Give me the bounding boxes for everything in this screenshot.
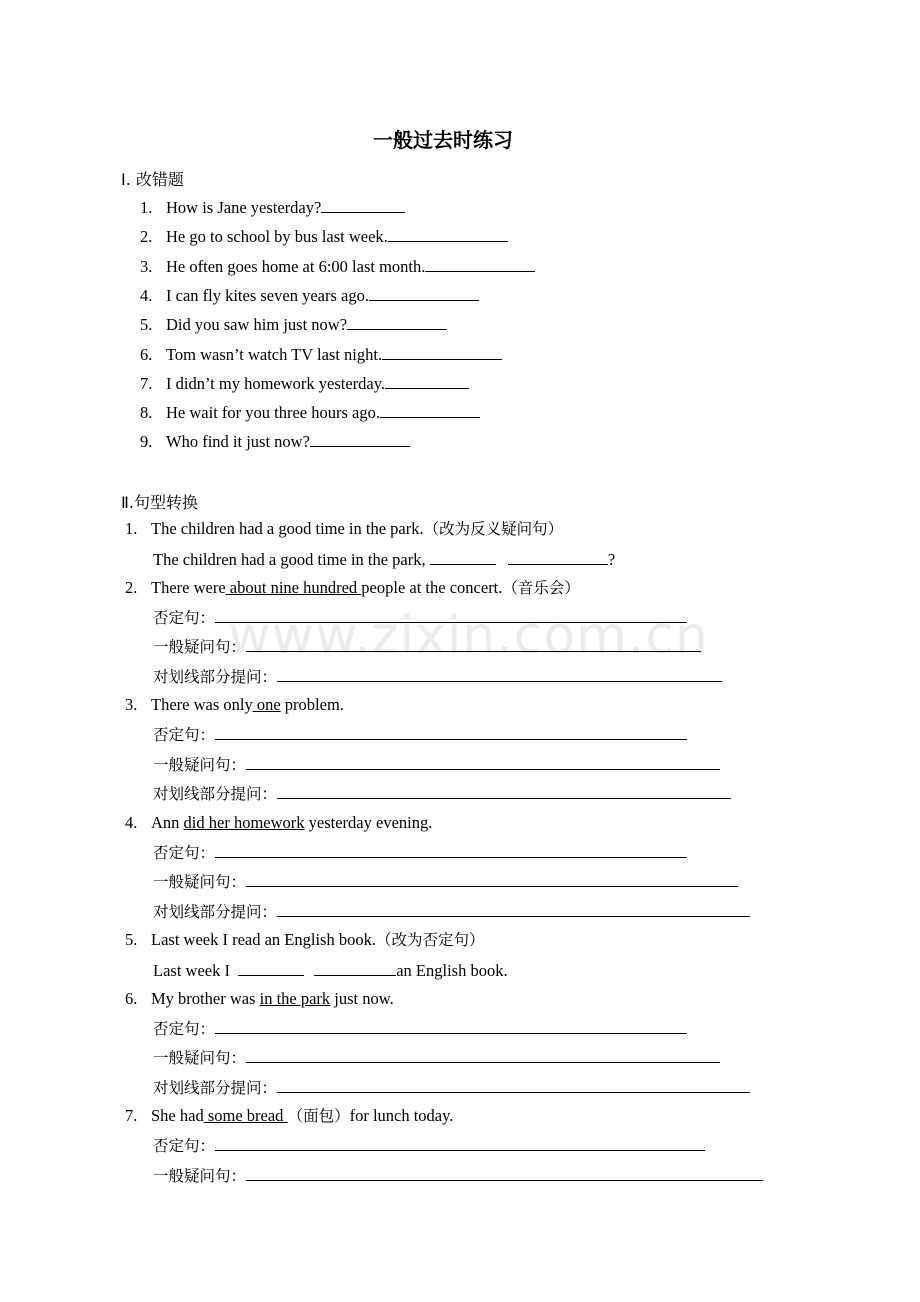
q4-line: 4. Ann did her homework yesterday evening. — [125, 813, 433, 832]
q1-answer-line: The children had a good time in the park, ? — [153, 550, 616, 569]
answer-blank[interactable] — [380, 402, 480, 418]
section1-item: 7. I didn’t my homework yesterday. — [140, 373, 469, 394]
underlined-phrase: in the park — [259, 989, 331, 1008]
q6-line: 6. My brother was in the park just now. — [125, 989, 394, 1008]
answer-blank[interactable] — [430, 549, 496, 565]
watermark: www.zixin.com.cn — [228, 606, 709, 666]
q2-line: 2. There were about nine hundred people at the concert.（音乐会） — [125, 578, 580, 597]
q4-ask: 对划线部分提问： — [153, 901, 750, 922]
q6-negative: 否定句： — [153, 1018, 687, 1039]
answer-blank[interactable] — [215, 1018, 687, 1034]
answer-blank[interactable] — [238, 960, 304, 976]
q2-ask: 对划线部分提问： — [153, 666, 722, 687]
section1-item: 3. He often goes home at 6:00 last month. — [140, 256, 535, 277]
answer-blank[interactable] — [369, 285, 479, 301]
answer-blank[interactable] — [277, 901, 750, 917]
underlined-phrase: about nine hundred — [225, 578, 362, 597]
answer-blank[interactable] — [388, 226, 508, 242]
answer-blank[interactable] — [321, 197, 405, 213]
section2-heading: Ⅱ.句型转换 — [121, 493, 198, 512]
answer-blank[interactable] — [385, 373, 469, 389]
answer-blank[interactable] — [246, 1047, 720, 1063]
q3-negative: 否定句： — [153, 724, 687, 745]
q7-line: 7. She had some bread （面包）for lunch today. — [125, 1106, 454, 1125]
answer-blank[interactable] — [215, 724, 687, 740]
q3-question: 一般疑问句： — [153, 754, 720, 775]
answer-blank[interactable] — [277, 783, 731, 799]
answer-blank[interactable] — [347, 314, 447, 330]
q2-negative: 否定句： — [153, 607, 687, 628]
underlined-phrase: did her homework — [183, 813, 305, 832]
q3-ask: 对划线部分提问： — [153, 783, 731, 804]
section1-item: 1. How is Jane yesterday? — [140, 197, 405, 218]
q1-line: 1. The children had a good time in the park.（改为反义疑问句） — [125, 519, 564, 538]
q6-ask: 对划线部分提问： — [153, 1077, 750, 1098]
q4-question: 一般疑问句： — [153, 871, 738, 892]
q7-question: 一般疑问句： — [153, 1165, 763, 1186]
q3-line: 3. There was only one problem. — [125, 695, 344, 714]
page-title: 一般过去时练习 — [373, 128, 513, 152]
section1-heading: Ⅰ. 改错题 — [121, 170, 184, 189]
answer-blank[interactable] — [277, 1077, 750, 1093]
section1-item: 4. I can fly kites seven years ago. — [140, 285, 479, 306]
underlined-phrase: some bread — [203, 1106, 288, 1125]
answer-blank[interactable] — [508, 549, 608, 565]
section1-item: 8. He wait for you three hours ago. — [140, 402, 480, 423]
q5-line: 5. Last week I read an English book.（改为否定句） — [125, 930, 485, 949]
answer-blank[interactable] — [314, 960, 396, 976]
answer-blank[interactable] — [310, 431, 410, 447]
answer-blank[interactable] — [382, 344, 502, 360]
section1-item: 2. He go to school by bus last week. — [140, 226, 508, 247]
answer-blank[interactable] — [215, 842, 687, 858]
section1-item: 9. Who find it just now? — [140, 431, 410, 452]
section1-item: 6. Tom wasn’t watch TV last night. — [140, 344, 502, 365]
answer-blank[interactable] — [277, 666, 722, 682]
answer-blank[interactable] — [425, 256, 535, 272]
underlined-phrase: one — [252, 695, 281, 714]
q7-negative: 否定句： — [153, 1135, 705, 1156]
section1-item: 5. Did you saw him just now? — [140, 314, 447, 335]
answer-blank[interactable] — [215, 1135, 705, 1151]
q2-question: 一般疑问句： — [153, 636, 701, 657]
answer-blank[interactable] — [246, 1165, 763, 1181]
answer-blank[interactable] — [246, 754, 720, 770]
answer-blank[interactable] — [246, 871, 738, 887]
q5-answer-line: Last week I an English book. — [153, 961, 508, 980]
q4-negative: 否定句： — [153, 842, 687, 863]
q6-question: 一般疑问句： — [153, 1047, 720, 1068]
